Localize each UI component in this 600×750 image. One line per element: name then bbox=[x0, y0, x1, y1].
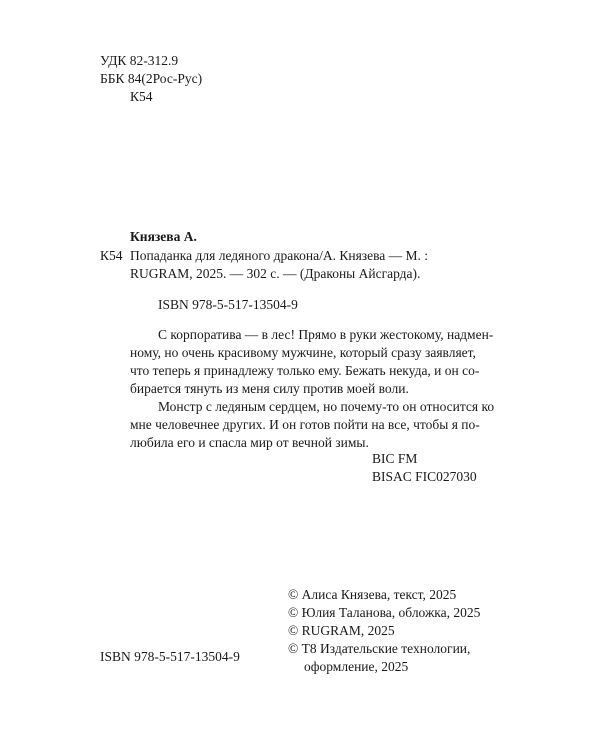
copyright-line: © Юлия Таланова, обложка, 2025 bbox=[288, 605, 481, 620]
author-mark: К54 bbox=[130, 89, 153, 104]
bbk-code: ББК 84(2Рос-Рус) bbox=[100, 71, 203, 86]
copyright-line: © Алиса Князева, текст, 2025 bbox=[288, 587, 457, 602]
annotation-line: Монстр с ледяным сердцем, но почему-то он относится ко bbox=[158, 399, 495, 414]
bisac-code: BISAC FIC027030 bbox=[372, 469, 477, 484]
bottom-isbn: ISBN 978-5-517-13504-9 bbox=[100, 649, 240, 664]
annotation-line: любила его и спасла мир от вечной зимы. bbox=[130, 435, 369, 450]
margin-author-mark: К54 bbox=[100, 248, 123, 263]
title-line-1: Попаданка для ледяного дракона/А. Князева — М. : bbox=[130, 248, 429, 263]
annotation-line: бирается тянуть из меня силу против моей воли. bbox=[130, 381, 409, 396]
bic-code: BIC FM bbox=[372, 451, 418, 466]
author-heading: Князева А. bbox=[130, 229, 197, 244]
annotation-line: мне человечнее других. И он готов пойти на все, чтобы я по- bbox=[130, 417, 480, 432]
copyright-line: © RUGRAM, 2025 bbox=[288, 623, 395, 638]
title-line-2: RUGRAM, 2025. — 302 с. — (Драконы Айсгарда). bbox=[130, 266, 421, 281]
annotation-line: С корпоратива — в лес! Прямо в руки жестокому, надмен- bbox=[158, 327, 494, 342]
udk-code: УДК 82-312.9 bbox=[100, 53, 179, 68]
copyright-line: оформление, 2025 bbox=[304, 659, 409, 674]
copyright-line: © Т8 Издательские технологии, bbox=[288, 641, 471, 656]
catalog-isbn: ISBN 978-5-517-13504-9 bbox=[158, 297, 298, 312]
annotation-line: ному, но очень красивому мужчине, который сразу заявляет, bbox=[130, 345, 476, 360]
annotation-line: что теперь я принадлежу только ему. Бежать некуда, и он со- bbox=[130, 363, 480, 378]
